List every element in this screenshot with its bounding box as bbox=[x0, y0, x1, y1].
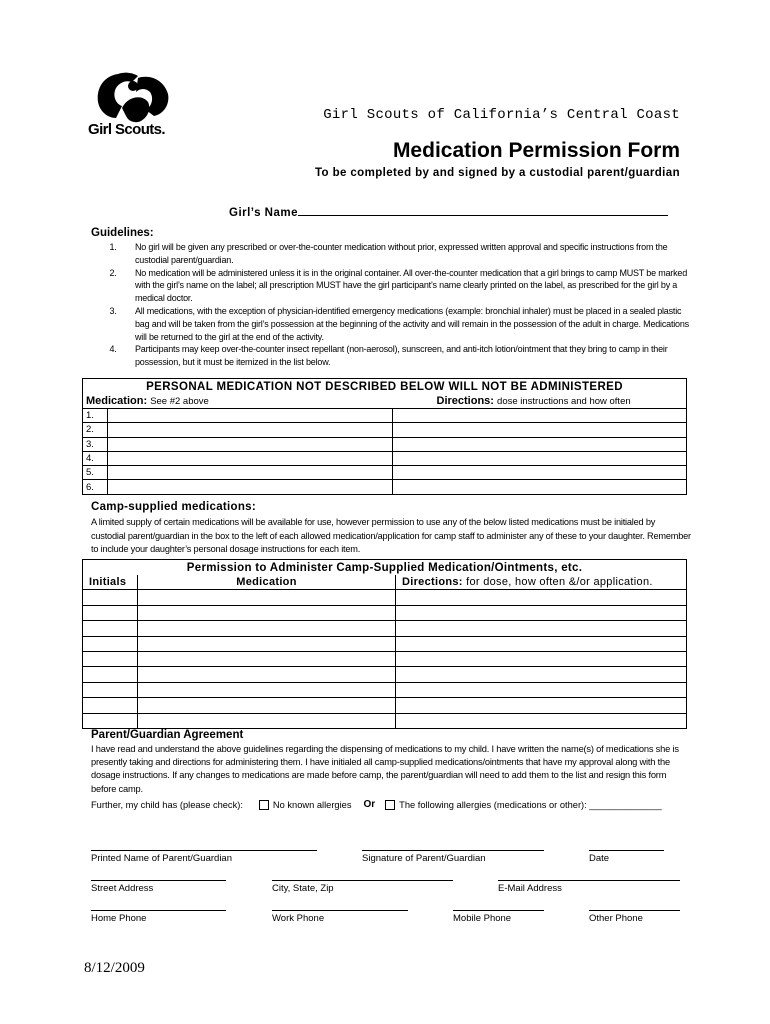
mobile-phone-label: Mobile Phone bbox=[453, 913, 512, 924]
initials-cell[interactable] bbox=[83, 682, 138, 697]
guideline-text: All medications, with the exception of physician-identified emergency medications (example: bronchial inhaler) must be placed in a sealed plastic bag and will be taken from the girl’s possession at the beginning of the activity and will remain in the possession of the adult in charge. Medications will be returned to the girl at the end of the activity. bbox=[135, 305, 689, 342]
girl-name-line[interactable] bbox=[298, 204, 668, 216]
directions-cell[interactable] bbox=[393, 451, 687, 465]
row-number: 5. bbox=[83, 466, 108, 480]
camp-supplied-text: A limited supply of certain medications will be available for use, however permission to use any of the below listed medications must be initialed by custodial parent/guardian in the box to the left of each allowed medication/application for camp staff to administer any of these to your daughter. Remember to include your daughter’s personal dosage instructions for each item. bbox=[91, 517, 691, 554]
directions-column-header: Directions: for dose, how often &/or application. bbox=[396, 575, 687, 590]
medication-column-header: Medication bbox=[138, 575, 396, 590]
table-row bbox=[83, 409, 687, 423]
table-row bbox=[83, 605, 687, 620]
guideline-item bbox=[91, 267, 691, 305]
table-row bbox=[83, 713, 687, 728]
street-address-label: Street Address bbox=[91, 883, 154, 894]
work-phone-line[interactable] bbox=[272, 910, 408, 911]
date-label: Date bbox=[589, 853, 610, 864]
guidelines-list bbox=[91, 241, 691, 369]
initials-cell[interactable] bbox=[83, 621, 138, 636]
home-phone-line[interactable] bbox=[91, 910, 226, 911]
other-phone-line[interactable] bbox=[589, 910, 680, 911]
medication-cell[interactable] bbox=[138, 682, 396, 697]
personal-medication-table bbox=[82, 378, 687, 495]
no-allergies-label: No known allergies bbox=[272, 799, 352, 810]
medication-cell[interactable] bbox=[108, 437, 393, 451]
initials-column-header: Initials bbox=[83, 575, 138, 590]
signature-line[interactable] bbox=[362, 850, 544, 851]
directions-cell[interactable] bbox=[396, 605, 687, 620]
medication-cell[interactable] bbox=[108, 466, 393, 480]
guideline-item bbox=[91, 343, 691, 369]
directions-cell[interactable] bbox=[396, 590, 687, 605]
logo-wordmark: Girl Scouts. bbox=[88, 121, 165, 138]
table-row bbox=[83, 451, 687, 465]
no-allergies-checkbox[interactable] bbox=[259, 800, 269, 810]
directions-cell[interactable] bbox=[393, 423, 687, 437]
email-line[interactable] bbox=[498, 880, 680, 881]
initials-cell[interactable] bbox=[83, 636, 138, 651]
table-row bbox=[83, 667, 687, 682]
medication-column-header: Medication: See #2 above bbox=[83, 394, 393, 409]
guideline-number: 3. bbox=[109, 305, 117, 316]
row-number: 1. bbox=[83, 409, 108, 423]
initials-cell[interactable] bbox=[83, 713, 138, 728]
directions-cell[interactable] bbox=[396, 636, 687, 651]
agreement-heading: Parent/Guardian Agreement bbox=[91, 729, 244, 741]
initials-cell[interactable] bbox=[83, 667, 138, 682]
mobile-phone-line[interactable] bbox=[453, 910, 544, 911]
agreement-text: I have read and understand the above guidelines regarding the dispensing of medications to my child. I have written the name(s) of medications she is presently taking and directions for administering them. I have initialed all camp-supplied medications/ointments that have my approval along with the dosage instructions. If any changes to medications are made before camp, the parent/guardian will need to add them to the list and resign this form before camp. bbox=[91, 744, 679, 794]
camp-table-title: Permission to Administer Camp-Supplied Medication/Ointments, etc. bbox=[83, 560, 687, 576]
city-state-zip-line[interactable] bbox=[272, 880, 453, 881]
table-row bbox=[83, 621, 687, 636]
medication-cell[interactable] bbox=[108, 451, 393, 465]
form-subtitle: To be completed by and signed by a custodial parent/guardian bbox=[314, 167, 680, 179]
medication-cell[interactable] bbox=[138, 636, 396, 651]
row-number: 3. bbox=[83, 437, 108, 451]
directions-cell[interactable] bbox=[393, 437, 687, 451]
medication-cell[interactable] bbox=[138, 621, 396, 636]
table-row bbox=[83, 682, 687, 697]
form-title: Medication Permission Form bbox=[392, 139, 680, 162]
email-label: E-Mail Address bbox=[498, 883, 562, 894]
home-phone-label: Home Phone bbox=[91, 913, 147, 924]
guideline-text: No medication will be administered unless it is in the original container. All over-the-counter medication that a girl brings to camp MUST be marked with the girl’s name on the label; all prescription MUST have the girl participant’s name clearly printed on the label, as prescribed for the girl by a medical doctor. bbox=[135, 267, 688, 304]
guideline-text: Participants may keep over-the-counter insect repellant (non-aerosol), sunscreen, and anti-itch lotion/ointment that they bring to camp in their possession, but it must be itemized in the list below. bbox=[135, 344, 668, 368]
directions-cell[interactable] bbox=[393, 409, 687, 423]
table-row bbox=[83, 636, 687, 651]
guideline-number: 4. bbox=[109, 344, 117, 355]
initials-cell[interactable] bbox=[83, 605, 138, 620]
personal-table-title: PERSONAL MEDICATION NOT DESCRIBED BELOW WILL NOT BE ADMINISTERED bbox=[83, 379, 687, 395]
initials-cell[interactable] bbox=[83, 651, 138, 666]
table-row bbox=[83, 480, 687, 494]
directions-cell[interactable] bbox=[396, 713, 687, 728]
city-state-zip-label: City, State, Zip bbox=[272, 883, 334, 894]
row-number: 6. bbox=[83, 480, 108, 494]
guideline-number: 1. bbox=[109, 242, 117, 252]
council-name: Girl Scouts of California’s Central Coast bbox=[323, 107, 680, 123]
medication-cell[interactable] bbox=[138, 713, 396, 728]
medication-cell[interactable] bbox=[138, 667, 396, 682]
guideline-text: No girl will be given any prescribed or over-the-counter medication without prior, expressed written approval and specific instructions from the custodial parent/guardian. bbox=[135, 242, 668, 265]
directions-cell[interactable] bbox=[396, 651, 687, 666]
medication-cell[interactable] bbox=[108, 409, 393, 423]
date-line[interactable] bbox=[589, 850, 664, 851]
table-row bbox=[83, 698, 687, 713]
medication-cell[interactable] bbox=[138, 651, 396, 666]
guideline-number: 2. bbox=[109, 267, 117, 278]
table-row bbox=[83, 590, 687, 605]
signature-label: Signature of Parent/Guardian bbox=[362, 853, 486, 864]
camp-supplied-table bbox=[82, 559, 687, 729]
row-number: 2. bbox=[83, 423, 108, 437]
printed-name-label: Printed Name of Parent/Guardian bbox=[91, 853, 232, 864]
directions-cell[interactable] bbox=[396, 667, 687, 682]
footer-date: 8/12/2009 bbox=[84, 960, 145, 976]
directions-cell[interactable] bbox=[396, 621, 687, 636]
table-row bbox=[83, 466, 687, 480]
medication-cell[interactable] bbox=[108, 423, 393, 437]
allergy-check-row bbox=[91, 799, 662, 810]
directions-cell[interactable] bbox=[393, 466, 687, 480]
work-phone-label: Work Phone bbox=[272, 913, 325, 924]
table-row bbox=[83, 423, 687, 437]
directions-cell[interactable] bbox=[393, 480, 687, 494]
allergies-label: The following allergies (medications or other): ______________ bbox=[399, 799, 662, 810]
initials-cell[interactable] bbox=[83, 590, 138, 605]
directions-column-header: Directions: dose instructions and how often bbox=[393, 394, 687, 409]
guidelines-heading: Guidelines: bbox=[91, 227, 154, 239]
medication-cell[interactable] bbox=[108, 480, 393, 494]
girl-name-field[interactable] bbox=[229, 204, 668, 219]
girl-name-label: Girl’s Name bbox=[229, 207, 298, 219]
table-row bbox=[83, 651, 687, 666]
table-row bbox=[83, 437, 687, 451]
directions-cell[interactable] bbox=[396, 698, 687, 713]
row-number: 4. bbox=[83, 451, 108, 465]
or-label: Or bbox=[363, 799, 376, 810]
medication-cell[interactable] bbox=[138, 605, 396, 620]
printed-name-line[interactable] bbox=[91, 850, 317, 851]
guideline-item bbox=[91, 241, 691, 267]
guideline-item bbox=[91, 305, 691, 343]
medication-cell[interactable] bbox=[138, 698, 396, 713]
camp-supplied-heading: Camp-supplied medications: bbox=[91, 501, 256, 513]
directions-cell[interactable] bbox=[396, 682, 687, 697]
allergies-checkbox[interactable] bbox=[385, 800, 395, 810]
other-phone-label: Other Phone bbox=[589, 913, 643, 924]
allergy-check-label: Further, my child has (please check): bbox=[91, 799, 243, 810]
initials-cell[interactable] bbox=[83, 698, 138, 713]
medication-cell[interactable] bbox=[138, 590, 396, 605]
street-address-line[interactable] bbox=[91, 880, 226, 881]
